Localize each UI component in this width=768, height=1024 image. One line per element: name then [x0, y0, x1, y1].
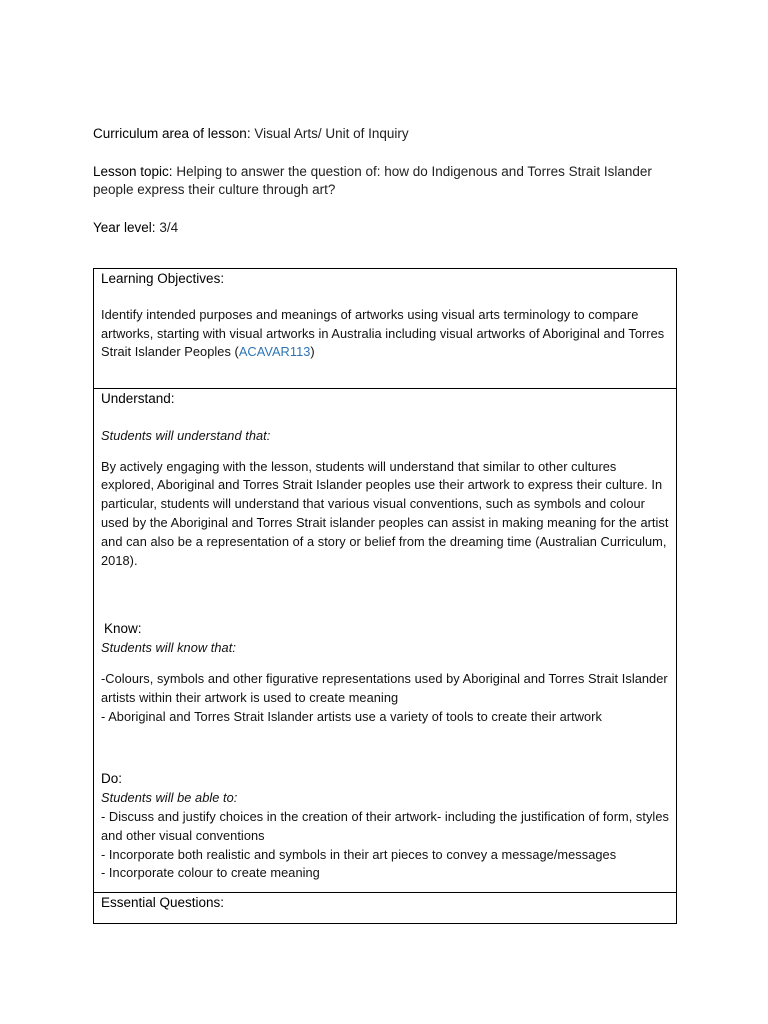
- know-item: -Colours, symbols and other figurative representations used by Aboriginal and Torres Strait Islander artists within their artwork is used to create meaning: [101, 670, 668, 705]
- lesson-plan-table: [93, 268, 677, 924]
- understand-row: [94, 389, 677, 893]
- objectives-row: [94, 269, 677, 389]
- curriculum-value: Visual Arts/ Unit of Inquiry: [254, 126, 409, 141]
- objectives-cell: [94, 269, 677, 389]
- essential-questions-cell: [94, 893, 677, 924]
- objectives-title: Learning Objectives:: [101, 271, 225, 286]
- do-item: - Incorporate both realistic and symbols in their art pieces to convey a message/messages: [101, 846, 617, 862]
- objectives-text: [101, 306, 669, 362]
- know-title: Know:: [104, 621, 142, 637]
- do-intro: Students will be able to:: [101, 790, 238, 806]
- year-value: 3/4: [159, 220, 179, 235]
- year-label: Year level:: [93, 220, 156, 235]
- topic-value: Helping to answer the question of: how do Indigenous and Torres Strait Islander people express their culture through art?: [93, 164, 652, 197]
- curriculum-line: [93, 125, 683, 143]
- topic-label: Lesson topic:: [93, 164, 173, 179]
- curriculum-label: Curriculum area of lesson:: [93, 126, 251, 141]
- topic-line: [93, 163, 683, 199]
- know-intro: Students will know that:: [101, 640, 236, 656]
- essential-questions-row: [94, 893, 677, 924]
- understand-cell: [94, 389, 677, 893]
- do-item: - Incorporate colour to create meaning: [101, 865, 320, 881]
- do-item: - Discuss and justify choices in the creation of their artwork- including the justification of form, styles and other visual conventions: [101, 808, 669, 843]
- do-title: Do:: [101, 771, 123, 787]
- understand-intro: Students will understand that:: [101, 427, 271, 443]
- know-item: - Aboriginal and Torres Strait Islander artists use a variety of tools to create their artwork: [101, 708, 602, 724]
- understand-text: By actively engaging with the lesson, students will understand that similar to other cultures explored, Aboriginal and Torres Strait Islander peoples use their artwork to express their culture. In particular, students will understand that various visual conventions, such as symbols and colour used by the Aboriginal and Torres Strait islander peoples can assist in making meaning for the artist and can also be a representation of a story or belief from the dreaming time (Australian Curriculum, 2018).: [101, 458, 669, 568]
- essential-questions-title: Essential Questions:: [101, 895, 225, 910]
- year-line: [93, 219, 683, 237]
- curriculum-code-link[interactable]: ACAVAR113: [238, 344, 311, 360]
- understand-title: Understand:: [101, 391, 175, 406]
- objectives-body: Identify intended purposes and meanings of artworks using visual arts terminology to compare artworks, starting with visual artworks in Australia including visual artworks of Aboriginal and Torres Strait Islander Peoples (: [101, 306, 665, 360]
- objectives-close-paren: ): [310, 344, 315, 360]
